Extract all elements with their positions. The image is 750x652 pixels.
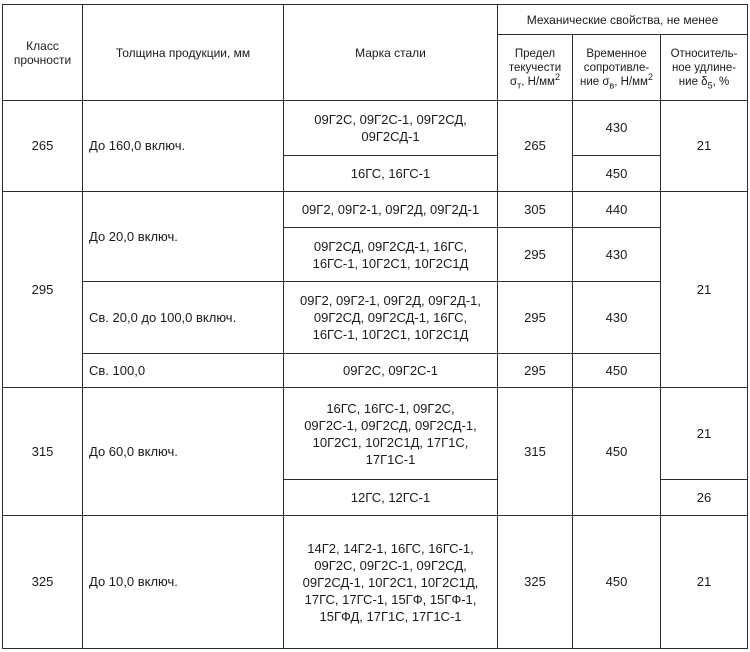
cell-steel-grade: 09Г2С, 09Г2С-1 <box>284 354 498 388</box>
header-strength-class: Класс прочности <box>3 5 83 101</box>
cell-tensile: 450 <box>573 388 661 516</box>
cell-tensile: 450 <box>573 516 661 649</box>
cell-elongation: 21 <box>661 192 748 388</box>
header-tensile-strength <box>573 35 661 101</box>
cell-yield: 315 <box>498 388 573 516</box>
header-mechanical-properties: Механические свойства, не менее <box>498 5 748 35</box>
cell-steel-grade: 09Г2, 09Г2-1, 09Г2Д, 09Г2Д-1 <box>284 192 498 228</box>
cell-elongation: 21 <box>661 516 748 649</box>
header-elongation-symbol: δ <box>701 75 708 88</box>
cell-thickness: До 160,0 включ. <box>83 101 284 192</box>
header-tensile-text: Временное сопротивле-ние <box>580 47 650 88</box>
header-tensile-sub: в <box>609 79 615 90</box>
cell-steel-grade: 09Г2, 09Г2-1, 09Г2Д, 09Г2Д-1, 09Г2СД, 09Г2СД-1, 16ГС, 16ГС-1, 10Г2С1, 10Г2С1Д <box>284 282 498 354</box>
header-tensile-unit: , Н/мм <box>614 75 648 88</box>
header-elongation-unit: , % <box>712 75 730 88</box>
cell-yield: 295 <box>498 228 573 282</box>
header-yield-text: Предел текучести <box>508 47 562 74</box>
cell-thickness: Св. 20,0 до 100,0 включ. <box>83 282 284 354</box>
cell-steel-grade: 12ГС, 12ГС-1 <box>284 480 498 516</box>
cell-tensile: 450 <box>573 354 661 388</box>
mechanical-properties-table <box>2 4 748 649</box>
cell-class: 295 <box>3 192 83 388</box>
header-tensile-symbol: σ <box>602 75 610 88</box>
cell-yield: 305 <box>498 192 573 228</box>
header-thickness: Толщина продукции, мм <box>83 5 284 101</box>
table-row <box>3 388 748 480</box>
cell-steel-grade: 14Г2, 14Г2-1, 16ГС, 16ГС-1, 09Г2С, 09Г2С-1, 09Г2СД, 09Г2СД-1, 10Г2С1, 10Г2С1Д, 17ГС, 17ГС-1, 15ГФ, 15ГФ-1, 15ГФД, 17Г1С, 17Г1С-1 <box>284 516 498 649</box>
table-row <box>3 192 748 228</box>
table-row <box>3 354 748 388</box>
cell-thickness: До 20,0 включ. <box>83 192 284 282</box>
header-yield-sup: 2 <box>554 71 560 82</box>
table-row <box>3 516 748 649</box>
cell-tensile: 430 <box>573 282 661 354</box>
header-elongation <box>661 35 748 101</box>
header-steel-grade: Марка стали <box>284 5 498 101</box>
cell-steel-grade: 09Г2С, 09Г2С-1, 09Г2СД, 09Г2СД-1 <box>284 101 498 156</box>
cell-elongation: 26 <box>661 480 748 516</box>
cell-elongation: 21 <box>661 101 748 192</box>
cell-yield: 325 <box>498 516 573 649</box>
table-row <box>3 101 748 156</box>
cell-class: 325 <box>3 516 83 649</box>
cell-steel-grade: 16ГС, 16ГС-1 <box>284 156 498 192</box>
header-yield-unit: , Н/мм <box>521 75 555 88</box>
header-elongation-sub: 5 <box>707 79 713 90</box>
cell-elongation: 21 <box>661 388 748 480</box>
cell-tensile: 430 <box>573 228 661 282</box>
header-tensile-sup: 2 <box>647 71 653 82</box>
cell-thickness: До 60,0 включ. <box>83 388 284 516</box>
cell-yield: 295 <box>498 282 573 354</box>
cell-yield: 265 <box>498 101 573 192</box>
table-row <box>3 282 748 354</box>
cell-thickness: Св. 100,0 <box>83 354 284 388</box>
header-yield-strength <box>498 35 573 101</box>
header-yield-symbol: σ <box>510 75 518 88</box>
cell-steel-grade: 16ГС, 16ГС-1, 09Г2С, 09Г2С-1, 09Г2СД, 09Г2СД-1, 10Г2С1, 10Г2С1Д, 17Г1С, 17Г1С-1 <box>284 388 498 480</box>
cell-yield: 295 <box>498 354 573 388</box>
cell-thickness: До 10,0 включ. <box>83 516 284 649</box>
cell-class: 315 <box>3 388 83 516</box>
header-yield-sub: т <box>517 79 522 90</box>
cell-class: 265 <box>3 101 83 192</box>
cell-tensile: 430 <box>573 101 661 156</box>
header-elongation-text: Относитель-ное удлине-ние <box>670 47 738 88</box>
cell-tensile: 440 <box>573 192 661 228</box>
cell-tensile: 450 <box>573 156 661 192</box>
cell-steel-grade: 09Г2СД, 09Г2СД-1, 16ГС, 16ГС-1, 10Г2С1, 10Г2С1Д <box>284 228 498 282</box>
